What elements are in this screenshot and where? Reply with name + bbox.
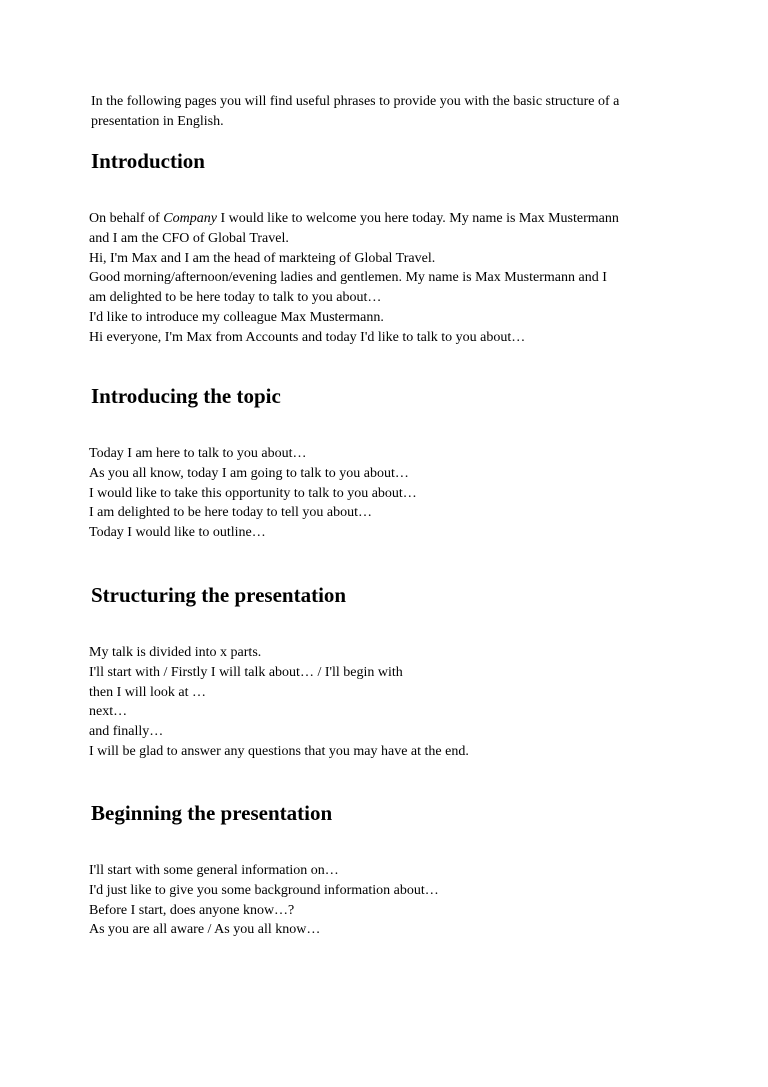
phrase-line: and I am the CFO of Global Travel.	[89, 230, 289, 246]
section-beginning	[89, 800, 711, 938]
section-introduction	[89, 148, 711, 345]
phrase-line: I'd just like to give you some background information about…	[89, 882, 439, 898]
phrase-line: next…	[89, 704, 128, 720]
section-heading: Structuring the presentation	[91, 583, 347, 607]
phrase-line: As you are all aware / As you all know…	[89, 922, 321, 938]
section-structuring	[89, 582, 711, 759]
phrase-line: I'll start with some general information on…	[89, 863, 339, 878]
section-introducing-topic	[89, 383, 711, 541]
phrase-list	[89, 444, 729, 543]
section-heading: Beginning the presentation	[91, 801, 333, 825]
phrase-line: Before I start, does anyone know…?	[89, 902, 295, 918]
phrase-line: Hi, I'm Max and I am the head of markteing of Global Travel.	[89, 250, 436, 266]
phrase-line: Hi everyone, I'm Max from Accounts and today I'd like to talk to you about…	[89, 329, 526, 345]
intro-paragraph	[91, 92, 701, 132]
phrase-line: My talk is divided into x parts.	[89, 645, 262, 660]
phrase-line: and finally…	[89, 724, 164, 740]
section-heading: Introduction	[91, 149, 205, 173]
intro-line: In the following pages you will find useful phrases to provide you with the basic structure of a	[91, 94, 620, 109]
phrase-line	[89, 209, 729, 229]
phrase-line: Today I am here to talk to you about…	[89, 446, 307, 461]
phrase-line: I'll start with / Firstly I will talk about… / I'll begin with	[89, 664, 403, 680]
phrase-text: I would like to welcome you here today. My name is Max Mustermann	[216, 211, 619, 226]
section-heading: Introducing the topic	[91, 384, 281, 408]
phrase-list	[89, 643, 729, 762]
phrase-list	[89, 861, 729, 940]
phrase-line: I am delighted to be here today to tell you about…	[89, 505, 373, 521]
phrase-line: I will be glad to answer any questions that you may have at the end.	[89, 743, 469, 759]
phrase-line: Good morning/afternoon/evening ladies and gentlemen. My name is Max Mustermann and I	[89, 270, 607, 286]
phrase-line: then I will look at …	[89, 684, 207, 700]
company-placeholder: Company	[163, 211, 217, 226]
phrase-line: As you all know, today I am going to talk to you about…	[89, 465, 409, 481]
intro-line: presentation in English.	[91, 114, 224, 129]
phrase-list	[89, 209, 729, 348]
phrase-line: Today I would like to outline…	[89, 525, 266, 541]
phrase-line: I'd like to introduce my colleague Max Mustermann.	[89, 309, 384, 325]
phrase-line: am delighted to be here today to talk to you about…	[89, 290, 382, 306]
phrase-line: I would like to take this opportunity to talk to you about…	[89, 485, 417, 501]
phrase-text: On behalf of	[89, 211, 164, 226]
